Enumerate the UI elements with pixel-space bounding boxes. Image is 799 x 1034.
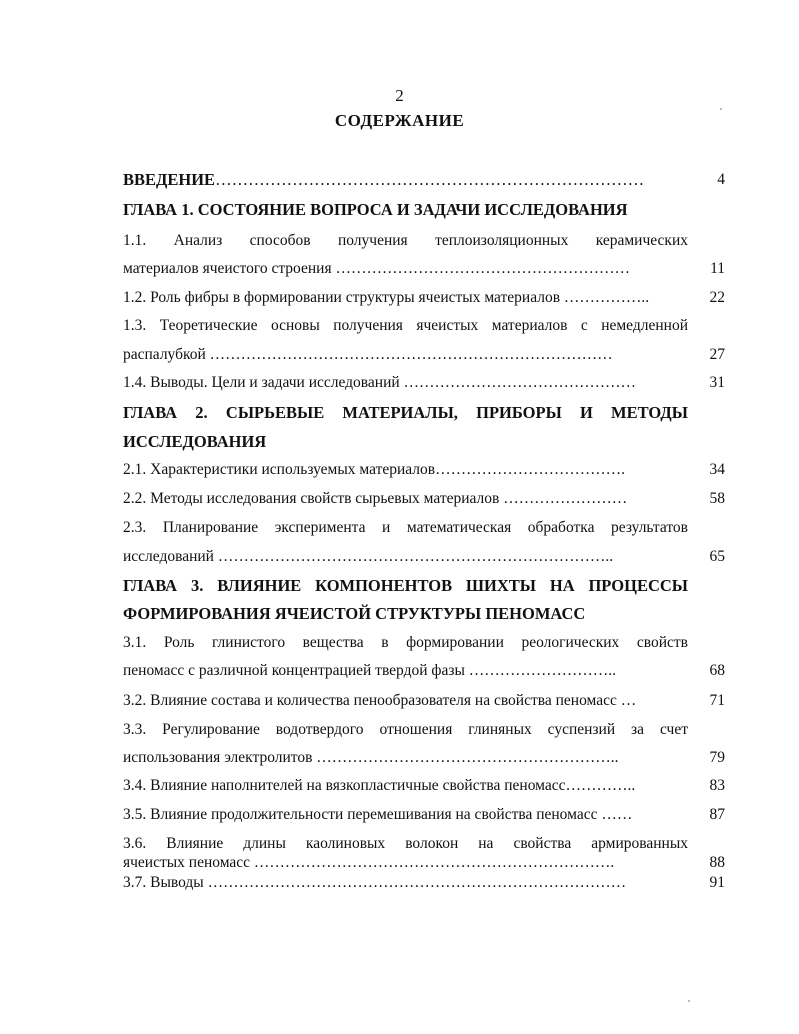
- toc-section-1-3-page: 27: [709, 346, 725, 363]
- toc-section-3-1-line2: пеномасс с различной концентрацией твердой фазы ………………………..: [123, 662, 616, 679]
- toc-section-3-5-page: 87: [709, 806, 725, 823]
- toc-intro-label: ВВЕДЕНИЕ: [123, 170, 216, 189]
- toc-section-3-4: 3.4. Влияние наполнителей на вязкопластичные свойства пеномасс…………..: [123, 777, 636, 794]
- toc-section-3-6-page: 88: [709, 854, 725, 871]
- toc-section-3-2-page: 71: [709, 692, 725, 709]
- toc-section-2-1-page: 34: [709, 461, 725, 478]
- toc-section-1-4-page: 31: [709, 374, 725, 391]
- toc-section-3-6-line1: 3.6. Влияние длины каолиновых волокон на свойства армированных: [123, 835, 688, 852]
- toc-section-3-2: 3.2. Влияние состава и количества пенообразователя на свойства пеномасс …: [123, 692, 637, 709]
- toc-section-1-1-page: 11: [710, 260, 725, 277]
- toc-intro-page: 4: [717, 171, 725, 188]
- toc-section-1-3-line1: 1.3. Теоретические основы получения ячеистых материалов с немедленной: [123, 317, 688, 334]
- toc-section-3-4-page: 83: [709, 777, 725, 794]
- toc-section-1-4: 1.4. Выводы. Цели и задачи исследований ………………………………………: [123, 374, 637, 391]
- toc-section-3-1-line1: 3.1. Роль глинистого вещества в формировании реологических свойств: [123, 634, 688, 651]
- toc-chapter-2-line2: ИССЛЕДОВАНИЯ: [123, 432, 267, 451]
- toc-section-2-3-page: 65: [709, 548, 725, 565]
- toc-section-1-2: 1.2. Роль фибры в формировании структуры ячеистых материалов ……………..: [123, 289, 650, 306]
- toc-section-3-1-page: 68: [709, 662, 725, 679]
- toc-chapter-1: ГЛАВА 1. СОСТОЯНИЕ ВОПРОСА И ЗАДАЧИ ИССЛЕДОВАНИЯ: [123, 200, 628, 219]
- toc-section-2-2-page: 58: [709, 490, 725, 507]
- toc-chapter-3-line1: ГЛАВА 3. ВЛИЯНИЕ КОМПОНЕНТОВ ШИХТЫ НА ПРОЦЕССЫ: [123, 576, 688, 595]
- toc-section-1-3-line2: распалубкой ……………………………………………………………………: [123, 346, 613, 363]
- toc-intro-dots: ……………………………………………………………………: [215, 170, 645, 189]
- toc-section-3-6-line2: ячеистых пеномасс …………………………………………………………….: [123, 854, 615, 871]
- toc-chapter-3-line2: ФОРМИРОВАНИЯ ЯЧЕИСТОЙ СТРУКТУРЫ ПЕНОМАСС: [123, 604, 586, 623]
- toc-chapter-2-line1: ГЛАВА 2. СЫРЬЕВЫЕ МАТЕРИАЛЫ, ПРИБОРЫ И МЕТОДЫ: [123, 403, 688, 422]
- toc-section-2-3-line2: исследований …………………………………………………………………..: [123, 548, 614, 565]
- toc-section-3-7: 3.7. Выводы ………………………………………………………………………: [123, 874, 627, 891]
- toc-section-3-7-page: 91: [709, 874, 725, 891]
- scan-speck: [688, 1000, 690, 1002]
- toc-section-1-2-page: 22: [709, 289, 725, 306]
- toc-section-1-1-line2: материалов ячеистого строения …………………………………………………: [123, 260, 630, 277]
- toc-section-3-5: 3.5. Влияние продолжительности перемешивания на свойства пеномасс ……: [123, 806, 633, 823]
- toc-section-2-1: 2.1. Характеристики используемых материалов……………………………….: [123, 461, 625, 478]
- toc-section-3-3-line2: использования электролитов …………………………………………………..: [123, 749, 619, 766]
- scan-speck: [720, 108, 722, 110]
- toc-section-1-1-line1: 1.1. Анализ способов получения теплоизоляционных керамических: [123, 232, 688, 249]
- toc-section-3-3-line1: 3.3. Регулирование водотвердого отношения глиняных суспензий за счет: [123, 721, 688, 738]
- toc-section-2-3-line1: 2.3. Планирование эксперимента и математическая обработка результатов: [123, 519, 688, 536]
- toc-intro: [123, 170, 688, 190]
- toc-section-2-2: 2.2. Методы исследования свойств сырьевых материалов ……………………: [123, 490, 628, 507]
- page-number: 2: [395, 86, 404, 105]
- toc-section-3-3-page: 79: [709, 749, 725, 766]
- page-title: СОДЕРЖАНИЕ: [334, 111, 465, 130]
